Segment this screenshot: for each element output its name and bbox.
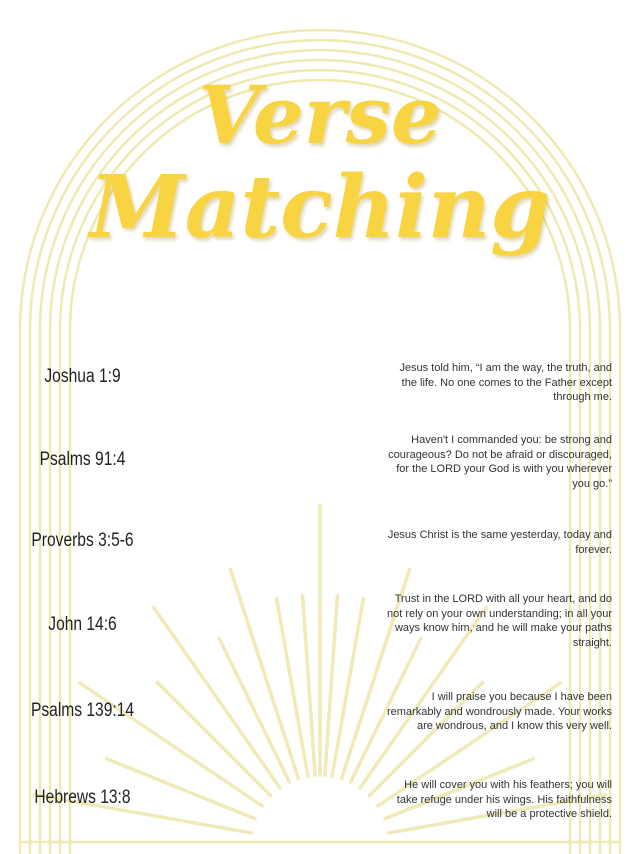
sun-ray bbox=[157, 682, 270, 795]
verse-3: Jesus Christ is the same yesterday, today and forever. bbox=[387, 529, 612, 556]
title-line-matching: Matching bbox=[89, 157, 551, 258]
verse-5: I will praise you because I have been remarkably and wondrously made. Your works are wondrous, and I know this very well. bbox=[386, 691, 612, 732]
reference-1: Joshua 1:9 bbox=[44, 366, 121, 387]
verse-6: He will cover you with his feathers; you will take refuge under his wings. His faithfulness will be a protective shield. bbox=[396, 779, 612, 820]
sun-ray bbox=[219, 638, 289, 782]
reference-3: Proverbs 3:5-6 bbox=[31, 530, 134, 551]
reference-2: Psalms 91:4 bbox=[39, 449, 126, 470]
reference-6: Hebrews 13:8 bbox=[34, 787, 131, 808]
reference-5: Psalms 139:14 bbox=[30, 700, 135, 721]
title-line-verse: Verse bbox=[198, 68, 442, 162]
reference-4: John 14:6 bbox=[48, 614, 117, 635]
verse-4: Trust in the LORD with all your heart, and do not rely on your own understanding; in all your ways know him, and he will make your paths straight. bbox=[386, 593, 612, 649]
verse-2: Haven't I commanded you: be strong and courageous? Do not be afraid or discouraged, for the LORD your God is with you wherever you go.” bbox=[388, 434, 612, 490]
verse-1: Jesus told him, “I am the way, the truth, and the life. No one comes to the Father except through me. bbox=[399, 362, 612, 403]
